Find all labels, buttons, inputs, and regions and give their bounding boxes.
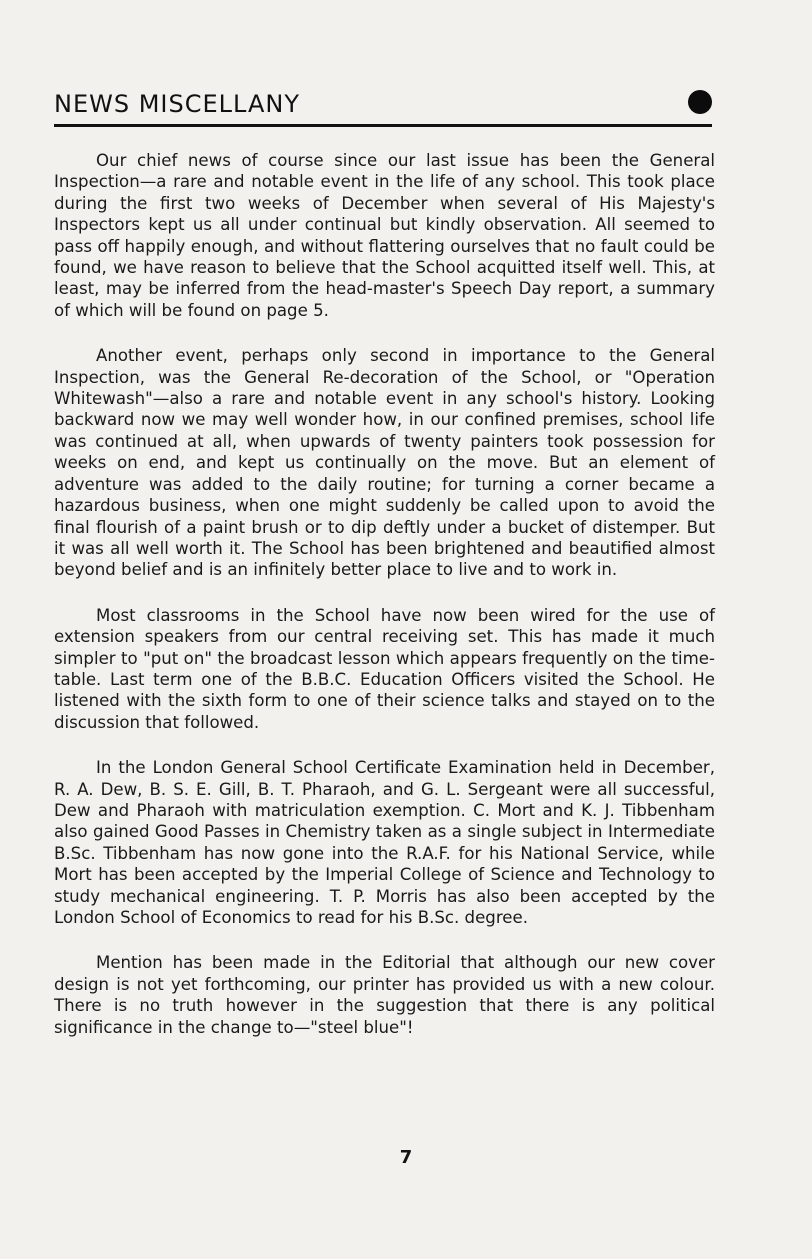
page-header: [54, 86, 714, 128]
paragraph-general-inspection: Our chief news of course since our last issue has been the General Inspection—a rare and notable event in the life of any school. This took place during the first two weeks of December when several of His Majesty's Inspectors kept us all under continual but kindly observation. All seemed to pass off happily enough, and without flattering ourselves that no fault could be found, we have reason to believe that the School acquitted itself well. This, at least, may be inferred from the head-master's Speech Day report, a summary of which will be found on page 5.: [54, 151, 715, 320]
paragraph-examination-results: In the London General School Certificate Examination held in December, R. A. Dew, B. S. E. Gill, B. T. Pharaoh, and G. L. Sergeant were all successful, Dew and Pharaoh with matriculation exemption. C. Mort and K. J. Tibbenham also gained Good Passes in Chemistry taken as a single subject in Intermediate B.Sc. Tibbenham has now gone into the R.A.F. for his National Service, while Mort has been accepted by the Imperial College of Science and Technology to study mechanical engineering. T. P. Morris has also been accepted by the London School of Economics to read for his B.Sc. degree.: [54, 758, 715, 927]
header-rule: [54, 124, 712, 127]
paragraph-redecoration: Another event, perhaps only second in importance to the General Inspection, was the General Re-decoration of the School, or "Operation Whitewash"—also a rare and notable event in any school's history. Looking backward now we may well wonder how, in our confined premises, school life was continued at all, when upwards of twenty painters took possession for weeks on end, and kept us continually on the move. But an element of adventure was added to the daily routine; for turning a corner became a hazardous business, when one might suddenly be called upon to avoid the final flourish of a paint brush or to dip deftly under a bucket of distemper. But it was all well worth it. The School has been brightened and beautified almost beyond belief and is an infinitely better place to live and to work in.: [54, 346, 715, 580]
section-title: NEWS MISCELLANY: [54, 90, 300, 118]
paragraph-extension-speakers: Most classrooms in the School have now been wired for the use of extension speakers from our central receiving set. This has made it much simpler to "put on" the broadcast lesson which appears frequently on the time-table. Last term one of the B.B.C. Education Officers visited the School. He listened with the sixth form to one of their science talks and stayed on to the discussion that followed.: [54, 605, 715, 732]
page-number: 7: [399, 1147, 413, 1168]
bullet-icon: [688, 90, 712, 114]
paragraph-cover-colour: Mention has been made in the Editorial that although our new cover design is not yet forthcoming, our printer has provided us with a new colour. There is no truth however in the suggestion that there is any political significance in the change to—"steel blue"!: [54, 953, 715, 1037]
article-body: [54, 150, 715, 1062]
